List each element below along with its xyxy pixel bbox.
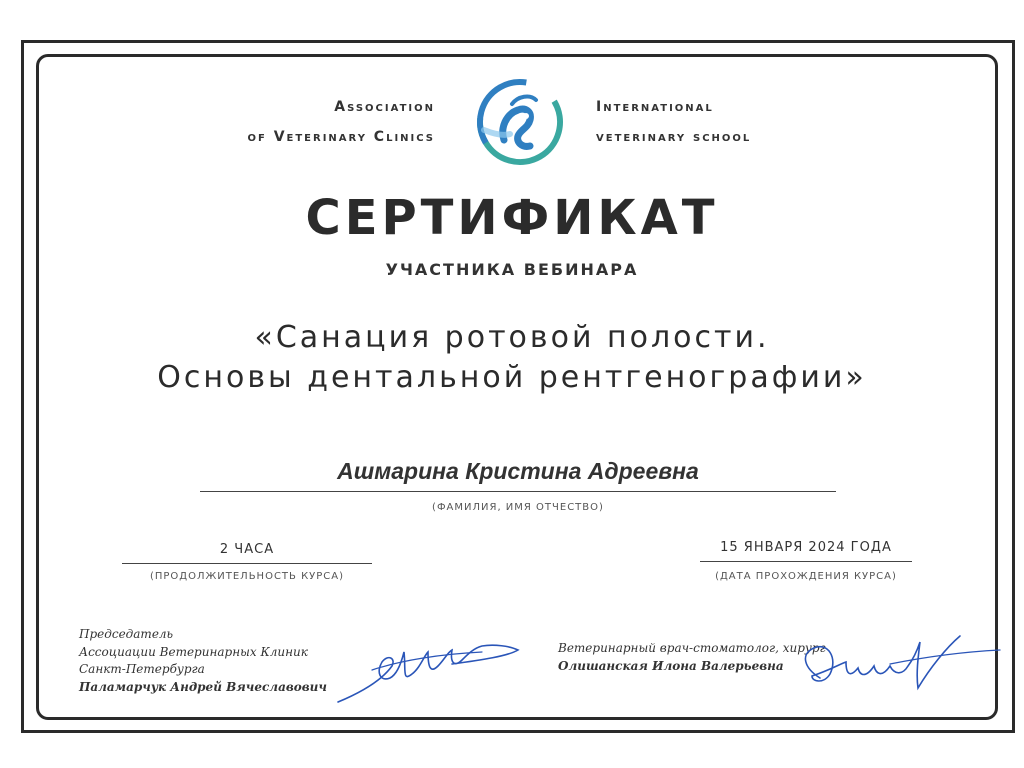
webinar-title-line2: Основы дентальной рентгенографии» [157,360,867,395]
school-line2: veterinary school [596,129,752,145]
course-duration-caption: (ПРОДОЛЖИТЕЛЬНОСТЬ КУРСА) [149,571,345,582]
chairman-signature [332,630,532,714]
course-duration: 2 ЧАСА [122,542,372,564]
signatory-chairman [79,626,327,696]
certificate-subtitle: УЧАСТНИКА ВЕБИНАРА [385,260,639,279]
course-date-caption: (ДАТА ПРОХОЖДЕНИЯ КУРСА) [715,571,897,582]
school-line1: International [596,99,714,115]
veterinary-school-logo-icon [474,78,566,166]
school-name [596,92,751,152]
surgeon-title: Ветеринарный врач-стоматолог, хирург [558,641,826,655]
association-name [247,92,435,152]
surgeon-name: Олишанская Илона Валерьевна [558,658,784,673]
surgeon-signature [790,618,1010,704]
chairman-name: Паламарчук Андрей Вячеславович [79,679,327,694]
participant-name: Ашмарина Кристина Адреевна [200,458,836,492]
webinar-title [0,318,1024,398]
association-line2: of Veterinary Clinics [247,129,435,145]
association-line1: Association [334,99,435,115]
webinar-title-line1: «Санация ротовой полости. [254,320,770,355]
participant-name-caption: (ФАМИЛИЯ, ИМЯ ОТЧЕСТВО) [432,502,604,513]
certificate-title: СЕРТИФИКАТ [305,190,719,246]
chairman-title-line1: Председатель [79,627,174,641]
course-date: 15 ЯНВАРЯ 2024 ГОДА [700,540,912,562]
chairman-title-line2: Ассоциации Ветеринарных Клиник [79,644,308,659]
signatory-surgeon [558,640,826,675]
chairman-title-line3: Санкт-Петербурга [79,662,205,676]
